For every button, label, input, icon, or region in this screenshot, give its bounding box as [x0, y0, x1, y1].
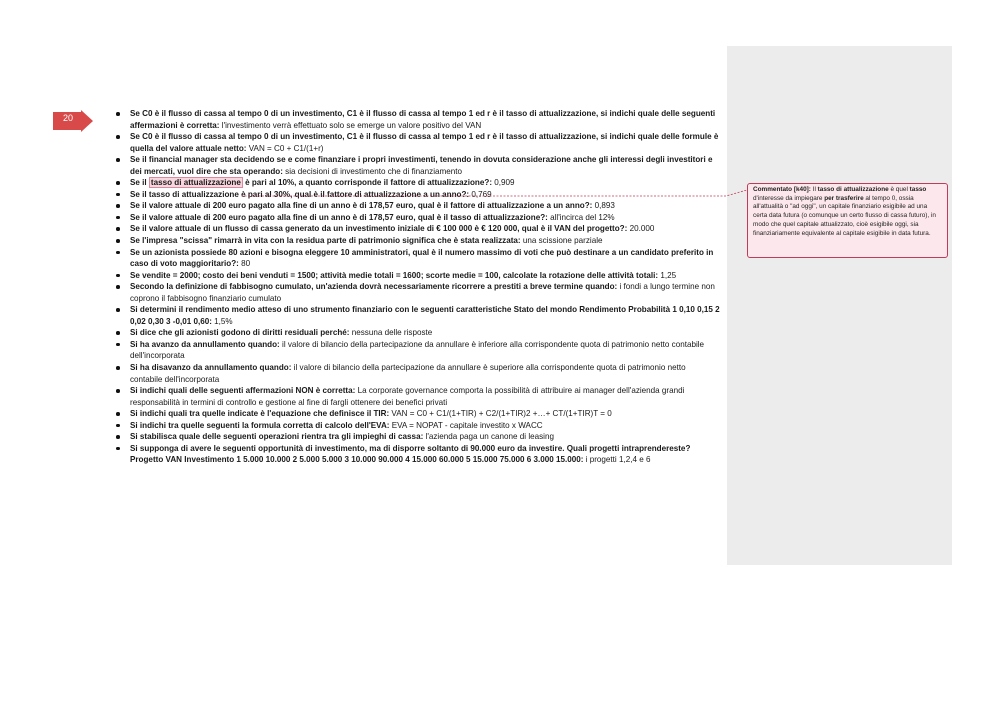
question-list — [114, 108, 720, 466]
page-marker — [53, 110, 93, 132]
question-text: Se il valore attuale di 200 euro pagato alla fine di un anno è di 178,57 euro, qual è il tasso di attualizzazione?: — [130, 212, 548, 222]
list-item — [114, 212, 720, 224]
answer-text: i fondi a lungo termine non coprono il fabbisogno finanziario cumulato — [130, 282, 715, 303]
list-item — [114, 235, 720, 247]
question-text: Si dice che gli azionisti godono di diritti residuali perché: — [130, 328, 350, 338]
list-item — [114, 281, 720, 304]
answer-text: VAN = C0 + C1/(1+TIR) + C2/(1+TIR)2 +…+ CT/(1+TIR)T = 0 — [389, 409, 612, 419]
list-item — [114, 385, 720, 408]
question-text: Se l'impresa "scissa" rimarrà in vita con la residua parte di patrimonio significa che è stata realizzata: — [130, 236, 521, 246]
question-text: Se C0 è il flusso di cassa al tempo 0 di un investimento, C1 è il flusso di cassa al tempo 1 ed r è il tasso di attualizzazione, si indichi quale delle seguenti affermazioni è corretta: — [130, 109, 716, 130]
comment-anchor-highlight[interactable]: tasso di attualizzazione — [150, 178, 241, 188]
list-item — [114, 443, 720, 466]
question-text: Si ha disavanzo da annullamento quando: — [130, 363, 292, 373]
answer-text: l'azienda paga un canone di leasing — [423, 432, 554, 442]
question-text: Se il financial manager sta decidendo se e come finanziare i propri investimenti, tenendo in dovuta considerazione anche gli interessi degli investitori e dei mercati, vuol dire che sta operando: — [130, 155, 713, 176]
question-text: Se il valore attuale di 200 euro pagato alla fine di un anno è di 178,57 euro, qual è il fattore di attualizzazione a un anno?: — [130, 201, 593, 211]
question-text: Se vendite = 2000; costo dei beni venduti = 1500; attività medie totali = 1600; scorte medie = 100, calcolate la rotazione delle attività totali: — [130, 270, 659, 280]
list-item — [114, 223, 720, 235]
question-text: Si indichi quali tra quelle indicate è l'equazione che definisce il TIR: — [130, 409, 390, 419]
answer-text: 20.000 — [627, 224, 655, 234]
answer-text: 1,5% — [211, 316, 233, 326]
list-item — [114, 431, 720, 443]
answer-text: La corporate governance comporta la possibilità di attribuire ai manager dell'azienda grandi responsabilità in termini di controllo e gestione al fine di fargli ottenere dei benefici privati — [130, 386, 685, 407]
question-text: Si indichi quali delle seguenti affermazioni NON è corretta: — [130, 386, 356, 396]
list-item — [114, 177, 720, 189]
list-item — [114, 339, 720, 362]
list-item — [114, 408, 720, 420]
question-text: Se un azionista possiede 80 azioni e bisogna eleggere 10 amministratori, qual è il numero massimo di voti che può destinare a un candidato preferito in caso di voto maggioritario?: — [130, 247, 714, 269]
answer-text: sia decisioni di investimento che di finanziamento — [282, 166, 462, 176]
list-item — [114, 270, 720, 282]
answer-text: il valore di bilancio della partecipazione da annullare è inferiore alla corrispondente quota di patrimonio netto contabile dell'incorporata — [130, 339, 705, 361]
answer-text: 0,893 — [592, 201, 615, 211]
question-text: Si indichi tra quelle seguenti la formula corretta di calcolo dell'EVA: — [130, 420, 390, 430]
question-text: Si supponga di avere le seguenti opportunità di investimento, ma di disporre soltanto di 90.000 euro da investire. Quali progetti intraprendereste? Progetto VAN Investimento 1 5.000 10.000 2 5.000 5.000 3 10.000 90.000 4 15.000 60.000 5 15.000 75.000 6 3.000 15.000: — [130, 443, 691, 465]
list-item — [114, 189, 720, 201]
list-item — [114, 362, 720, 385]
answer-text: EVA = NOPAT - capitale investito x WACC — [389, 420, 543, 430]
list-item — [114, 247, 720, 270]
comment-balloon[interactable] — [747, 183, 948, 258]
list-item — [114, 304, 720, 327]
list-item — [114, 327, 720, 339]
answer-text: una scissione parziale — [520, 236, 603, 246]
question-text: Secondo la definizione di fabbisogno cumulato, un'azienda dovrà necessariamente ricorrere a prestiti a breve termine quando: — [130, 282, 618, 292]
answer-text: all'incirca del 12% — [547, 212, 615, 222]
question-text: Se il tasso di attualizzazione è pari al 10%, a quanto corrisponde il fattore di attualizzazione?: — [130, 178, 493, 188]
answer-text: 0,769 — [469, 189, 492, 199]
list-item — [114, 200, 720, 212]
question-text: Se il tasso di attualizzazione è pari al 30%, qual è il fattore di attualizzazione a un anno?: — [130, 189, 470, 199]
question-text: Si determini il rendimento medio atteso di uno strumento finanziario con le seguenti caratteristiche Stato del mondo Rendimento Probabilità 1 0,10 0,15 2 0,02 0,30 3 -0,01 0,60: — [130, 305, 720, 326]
answer-text: i progetti 1,2,4 e 6 — [583, 455, 651, 465]
answer-text: VAN = C0 + C1/(1+r) — [246, 143, 324, 153]
list-item — [114, 154, 720, 177]
question-text: Si stabilisca quale delle seguenti operazioni rientra tra gli impieghi di cassa: — [130, 432, 424, 442]
answer-text: 0,909 — [492, 178, 515, 188]
answer-text: 1,25 — [658, 270, 677, 280]
list-item — [114, 131, 720, 154]
question-text: Se il valore attuale di un flusso di cassa generato da un investimento iniziale di € 100 000 è € 120 000, qual è il VAN del progetto?: — [130, 224, 628, 234]
comment-author: Commentato [k40]: — [753, 186, 811, 193]
list-item — [114, 420, 720, 432]
answer-text: l'investimento verrà effettuato solo se emerge un valore positivo del VAN — [219, 120, 482, 130]
answer-text: 80 — [238, 259, 251, 269]
answer-text: nessuna delle risposte — [349, 328, 433, 338]
answer-text: il valore di bilancio della partecipazione da annullare è superiore alla corrispondente quota di patrimonio netto contabile dell'incorporata — [130, 363, 686, 384]
page-number: 20 — [62, 113, 73, 123]
document-body — [114, 108, 720, 466]
comment-text: Il tasso di attualizzazione è quel tasso d'interesse da impiegare per trasferire al tempo 0, ossia all'attualità o "ad oggi", un capitale finanziario esigibile ad una certa data futura (o comunque un certo flusso di cassa futuro), in modo che quel capitale attualizzato, cioè esigibile oggi, sia finanziariamente equivalente al capitale esigibile in data futura. — [753, 186, 936, 237]
question-text: Si ha avanzo da annullamento quando: — [130, 339, 280, 349]
comment-margin — [727, 46, 952, 565]
list-item — [114, 108, 720, 131]
question-text: Se C0 è il flusso di cassa al tempo 0 di un investimento, C1 è il flusso di cassa al tempo 1 ed r è il tasso di attualizzazione, si indichi quale delle formule è quella del valore attuale netto: — [130, 132, 719, 153]
